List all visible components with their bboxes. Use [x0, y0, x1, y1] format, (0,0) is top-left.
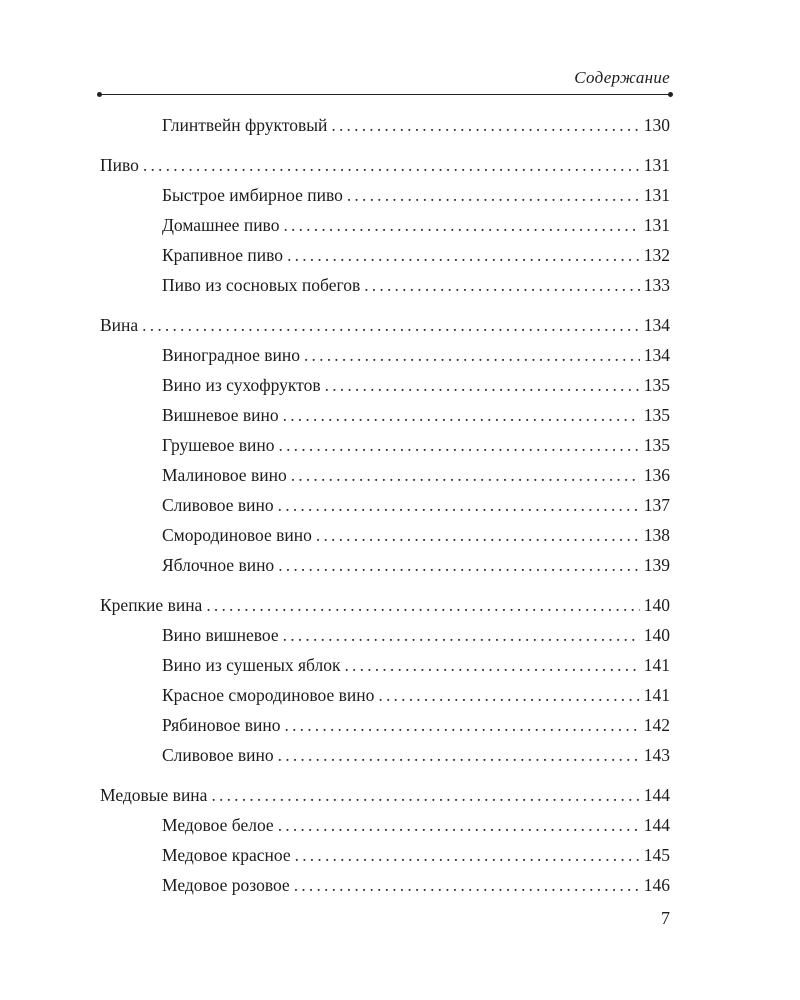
- toc-section[interactable]: [100, 780, 670, 810]
- toc-entry[interactable]: [100, 650, 670, 680]
- toc-entry-title: Домашнее пиво: [162, 215, 280, 235]
- toc-section[interactable]: [100, 590, 670, 620]
- toc-entry[interactable]: [100, 870, 670, 900]
- dot-leader: [283, 210, 639, 240]
- toc-entry[interactable]: [100, 370, 670, 400]
- toc-section[interactable]: [100, 310, 670, 340]
- dot-leader: [283, 400, 640, 430]
- dot-leader: [378, 680, 639, 710]
- toc-entry[interactable]: [100, 340, 670, 370]
- toc-entry-page: 146: [643, 875, 670, 895]
- toc-entry-page: 134: [643, 315, 670, 335]
- toc-entry[interactable]: [100, 460, 670, 490]
- toc-entry-page: 137: [643, 495, 670, 515]
- toc-entry-page: 131: [643, 215, 670, 235]
- toc-entry-page: 143: [643, 745, 670, 765]
- toc-entry-page: 136: [643, 465, 670, 485]
- dot-leader: [143, 150, 640, 180]
- toc-entry-title: Сливовое вино: [162, 745, 274, 765]
- toc-entry[interactable]: [100, 490, 670, 520]
- dot-leader: [278, 490, 640, 520]
- toc-entry-title: Смородиновое вино: [162, 525, 312, 545]
- toc-entry-title: Виноградное вино: [162, 345, 300, 365]
- toc-entry[interactable]: [100, 430, 670, 460]
- dot-leader: [344, 650, 639, 680]
- header-rule: [100, 94, 670, 95]
- toc-entry-title: Глинтвейн фруктовый: [162, 115, 328, 135]
- toc-entry-page: 144: [643, 815, 670, 835]
- toc-section[interactable]: [100, 150, 670, 180]
- dot-leader: [331, 110, 639, 140]
- dot-leader: [278, 810, 640, 840]
- dot-leader: [285, 710, 640, 740]
- toc-entry-page: 144: [643, 785, 670, 805]
- toc-entry[interactable]: [100, 270, 670, 300]
- dot-leader: [142, 310, 640, 340]
- dot-leader: [325, 370, 640, 400]
- toc-entry[interactable]: [100, 180, 670, 210]
- toc-entry-title: Крепкие вина: [100, 595, 203, 615]
- toc-entry-title: Вино из сушеных яблок: [162, 655, 341, 675]
- toc-entry-page: 141: [643, 655, 670, 675]
- dot-leader: [278, 550, 640, 580]
- dot-leader: [347, 180, 640, 210]
- toc-entry-page: 135: [643, 405, 670, 425]
- dot-leader: [278, 740, 640, 770]
- toc-entry[interactable]: [100, 840, 670, 870]
- toc-entry-title: Вино вишневое: [162, 625, 279, 645]
- dot-leader: [364, 270, 640, 300]
- table-of-contents: [100, 110, 670, 900]
- toc-entry-page: 130: [643, 115, 670, 135]
- toc-entry-title: Вина: [100, 315, 139, 335]
- page-number: 7: [661, 908, 670, 928]
- toc-entry[interactable]: [100, 680, 670, 710]
- toc-entry[interactable]: [100, 740, 670, 770]
- dot-leader: [206, 590, 639, 620]
- toc-entry-page: 133: [643, 275, 670, 295]
- toc-entry-title: Рябиновое вино: [162, 715, 281, 735]
- toc-entry-title: Красное смородиновое вино: [162, 685, 375, 705]
- dot-leader: [287, 240, 640, 270]
- toc-entry-title: Грушевое вино: [162, 435, 275, 455]
- toc-entry[interactable]: [100, 400, 670, 430]
- toc-entry-page: 140: [643, 625, 670, 645]
- toc-entry[interactable]: [100, 240, 670, 270]
- running-title: Содержание: [574, 68, 670, 87]
- toc-entry-page: 141: [643, 685, 670, 705]
- toc-entry-page: 138: [643, 525, 670, 545]
- toc-entry[interactable]: [100, 620, 670, 650]
- toc-entry-title: Вино из сухофруктов: [162, 375, 321, 395]
- toc-entry-title: Яблочное вино: [162, 555, 275, 575]
- toc-entry-title: Медовые вина: [100, 785, 208, 805]
- toc-entry-title: Пиво: [100, 155, 139, 175]
- toc-entry-title: Медовое розовое: [162, 875, 290, 895]
- dot-leader: [211, 780, 639, 810]
- toc-entry[interactable]: [100, 810, 670, 840]
- toc-entry-title: Малиновое вино: [162, 465, 287, 485]
- toc-entry[interactable]: [100, 520, 670, 550]
- dot-leader: [295, 840, 640, 870]
- toc-entry-title: Сливовое вино: [162, 495, 274, 515]
- toc-entry-page: 131: [643, 155, 670, 175]
- dot-leader: [279, 430, 640, 460]
- dot-leader: [283, 620, 640, 650]
- toc-entry[interactable]: [100, 550, 670, 580]
- toc-entry-page: 135: [643, 435, 670, 455]
- toc-entry-page: 131: [643, 185, 670, 205]
- toc-entry-title: Медовое белое: [162, 815, 274, 835]
- toc-entry-page: 134: [643, 345, 670, 365]
- dot-leader: [294, 870, 640, 900]
- toc-entry-title: Пиво из сосновых побегов: [162, 275, 361, 295]
- toc-entry-page: 145: [643, 845, 670, 865]
- toc-entry-page: 142: [643, 715, 670, 735]
- toc-entry-title: Быстрое имбирное пиво: [162, 185, 343, 205]
- toc-entry-page: 132: [643, 245, 670, 265]
- toc-entry-title: Медовое красное: [162, 845, 291, 865]
- toc-entry-title: Крапивное пиво: [162, 245, 284, 265]
- dot-leader: [316, 520, 640, 550]
- dot-leader: [304, 340, 640, 370]
- toc-entry[interactable]: [100, 210, 670, 240]
- toc-entry-page: 140: [643, 595, 670, 615]
- dot-leader: [291, 460, 640, 490]
- toc-entry-page: 135: [643, 375, 670, 395]
- toc-entry-page: 139: [643, 555, 670, 575]
- toc-entry[interactable]: [100, 110, 670, 140]
- toc-entry-title: Вишневое вино: [162, 405, 279, 425]
- toc-entry[interactable]: [100, 710, 670, 740]
